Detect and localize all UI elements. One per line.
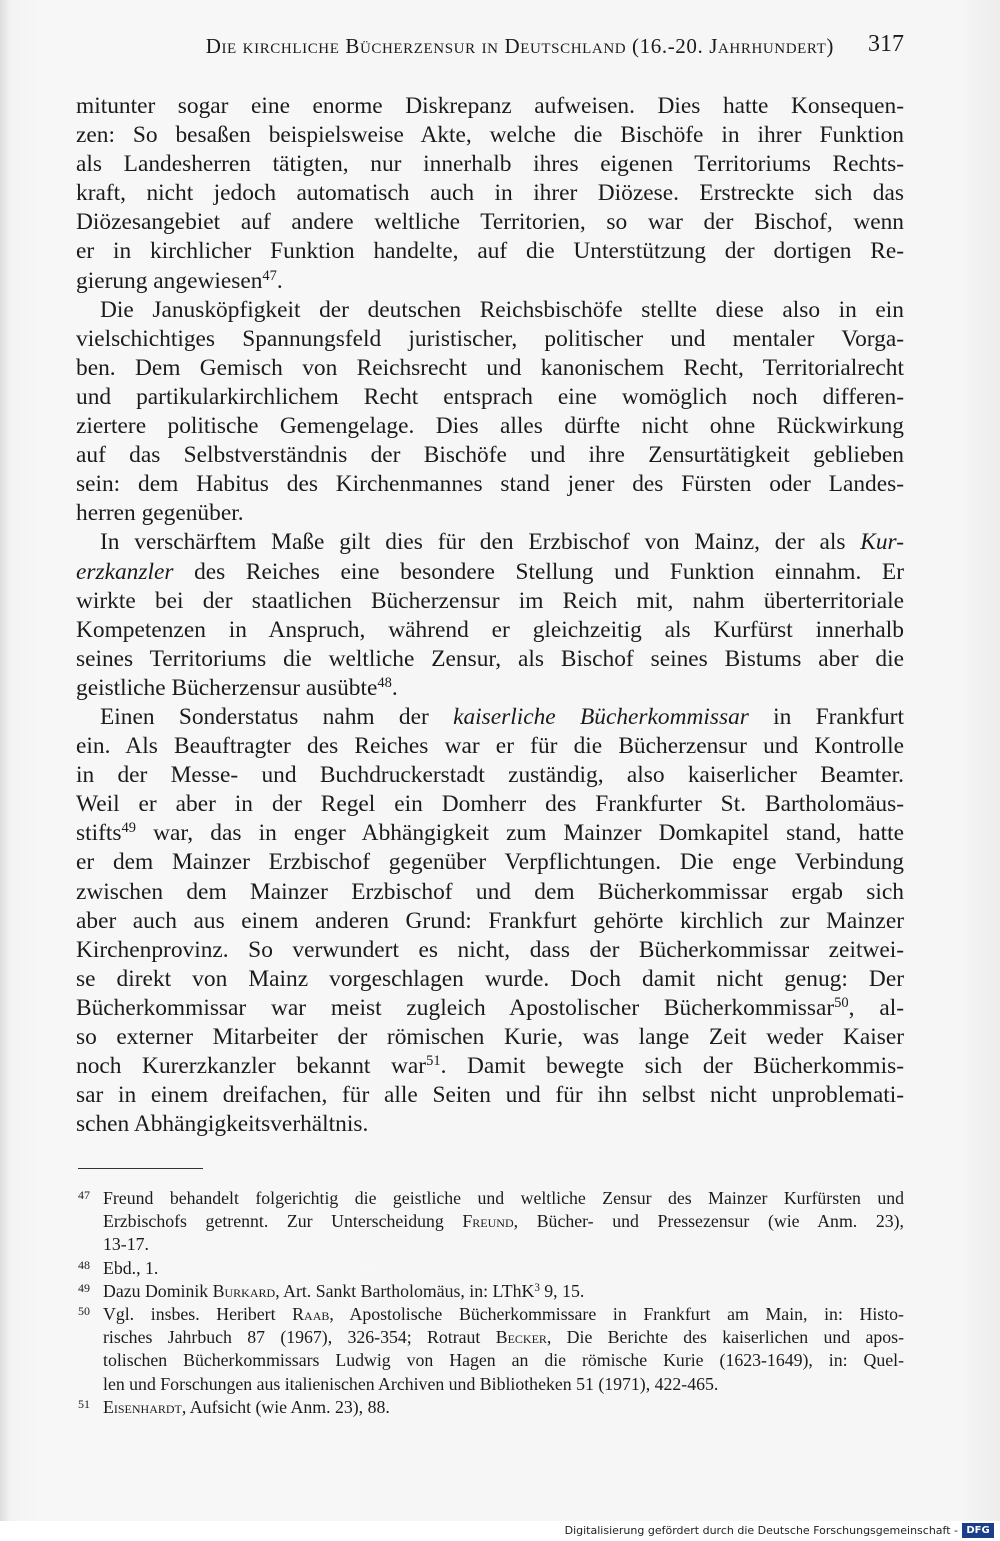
- footnote-number: 48: [78, 1257, 90, 1272]
- text-line: vielschichtiges Spannungsfeld juristischer, politischer und mentaler Vorga-: [76, 325, 904, 352]
- text-line: ben. Dem Gemisch von Reichsrecht und kanonischem Recht, Territorialrecht: [76, 354, 904, 381]
- text-line: Die Janusköpfigkeit der deutschen Reichsbischöfe stellte diese also in ein: [100, 296, 904, 323]
- footnote-ref-51: 51: [426, 1053, 441, 1070]
- text-span: Einen Sonderstatus nahm der: [100, 703, 429, 730]
- text-line: [76, 558, 904, 587]
- text-span: stifts: [76, 820, 122, 847]
- text-span: In verschärftem Maße gilt dies für den Erzbischof von Mainz, der als: [100, 529, 846, 556]
- footnote-ref-48: 48: [377, 674, 392, 691]
- text-span: in Frankfurt: [773, 703, 904, 730]
- dfg-credit-text: Digitalisierung gefördert durch die Deutsche Forschungsgemeinschaft -: [564, 1524, 958, 1537]
- author-name: Freund: [462, 1211, 514, 1232]
- footnote-line: tolischen Bücherkommissars Ludwig von Hagen an die römische Kurie (1623-1649), in: Quel-: [103, 1350, 904, 1371]
- text-span: war, das in enger Abhängigkeit zum Mainzer Domkapitel stand, hatte: [136, 820, 904, 847]
- text-span: Vgl. insbes. Heribert: [103, 1303, 276, 1324]
- text-line: er in kirchlicher Funktion handelte, auf die Unterstützung der dortigen Re-: [76, 238, 904, 265]
- text-span: , Bücher- und Pressezensur (wie Anm. 23),: [513, 1211, 904, 1232]
- text-line: so externer Mitarbeiter der römischen Kurie, was lange Zeit weder Kaiser: [76, 1024, 904, 1050]
- text-line: Kompetenzen in Anspruch, während er gleichzeitig als Kurfürst innerhalb: [76, 616, 904, 643]
- text-span: gierung angewiesen: [76, 267, 263, 294]
- text-line: aber auch aus einem anderen Grund: Frankfurt gehörte kirchlich zur Mainzer: [76, 907, 904, 934]
- text-line: Weil er aber in der Regel ein Domherr des Frankfurter St. Bartholomäus-: [76, 791, 904, 818]
- footnote-51: [76, 1396, 904, 1419]
- text-line: zen: So besaßen beispielsweise Akte, welche die Bischöfe in ihrer Funktion: [76, 122, 904, 149]
- footnote-number: 47: [78, 1188, 90, 1202]
- author-name: Burkard: [212, 1280, 276, 1301]
- text-line: in der Messe- und Buchdruckerstadt zuständig, also kaiserlicher Beamter.: [76, 762, 904, 789]
- page-number: 317: [868, 31, 904, 57]
- footnote-line: [76, 1210, 904, 1233]
- author-name: Raab: [292, 1303, 330, 1324]
- running-head-title: Die kirchliche Bücherzensur in Deutschland (16.-20. Jahrhundert): [205, 34, 834, 58]
- footnote-line: len und Forschungen aus italienischen Archiven und Bibliotheken 51 (1971), 422-465.: [103, 1373, 719, 1394]
- footnote-divider: [78, 1168, 203, 1169]
- text-span: , Apostolische Bücherkommissare in Frankfurt am Main, in: Histo-: [329, 1303, 904, 1324]
- text-line: [76, 819, 904, 848]
- edition-superscript: 3: [534, 1281, 540, 1294]
- text-line: [76, 703, 904, 732]
- author-name: Eisenhardt: [103, 1396, 182, 1417]
- text-line: [76, 267, 904, 296]
- footnotes: [76, 1187, 904, 1419]
- body-text: [76, 92, 904, 1139]
- text-line: sar in einem dreifachen, für alle Seiten und für ihn selbst nicht unproblemati-: [76, 1082, 904, 1109]
- text-span: .: [391, 674, 398, 701]
- text-span: Erzbischofs getrennt. Zur Unterscheidung: [103, 1211, 444, 1232]
- text-line: als Landesherren tätigten, nur innerhalb ihres eigenen Territoriums Rechts-: [76, 151, 904, 178]
- footnote-48: [76, 1257, 904, 1280]
- text-line: ein. Als Beauftragter des Reiches war er für die Bücherzensur und Kontrolle: [76, 733, 904, 760]
- text-span: risches Jahrbuch 87 (1967), 326-354; Rotraut: [103, 1327, 481, 1348]
- italic-term: Kur-: [860, 529, 904, 556]
- text-span: Bücherkommissar war meist zugleich Apostolischer Bücherkommissar: [76, 994, 835, 1021]
- text-span: . Damit bewegte sich der Bücherkommis-: [440, 1053, 904, 1080]
- running-head: [76, 31, 904, 64]
- text-line: sein: dem Habitus des Kirchenmannes stand jener des Fürsten oder Landes-: [76, 471, 904, 498]
- text-span: , Die Berichte des kaiserlichen und apos-: [546, 1327, 904, 1348]
- text-span: noch Kurerzkanzler bekannt war: [76, 1053, 427, 1080]
- text-span: 9, 15.: [539, 1280, 585, 1301]
- footnote-49: [76, 1280, 904, 1303]
- digitization-footer: [0, 1521, 1000, 1541]
- text-line: auf das Selbstverständnis der Bischöfe und ihre Zensurtätigkeit geblieben: [76, 442, 904, 469]
- footnote-ref-49: 49: [121, 820, 136, 837]
- text-span: geistliche Bücherzensur ausübte: [76, 674, 378, 701]
- text-line: er dem Mainzer Erzbischof gegenüber Verpflichtungen. Die enge Verbindung: [76, 849, 904, 876]
- text-span: Dazu Dominik: [103, 1280, 209, 1301]
- footnote-number: 49: [78, 1280, 90, 1295]
- text-span: , al-: [848, 994, 904, 1021]
- text-span: Ebd., 1.: [103, 1257, 159, 1278]
- text-line: [76, 1052, 904, 1081]
- italic-term: erzkanzler: [76, 558, 174, 585]
- text-span: des Reiches eine besondere Stellung und Funktion einnahm. Er: [194, 558, 904, 585]
- text-line: seines Territoriums die weltliche Zensur, als Bischof seines Bistums aber die: [76, 645, 904, 672]
- text-span: , Aufsicht (wie Anm. 23), 88.: [181, 1396, 390, 1417]
- text-line: wirkte bei der staatlichen Bücherzensur im Reich mit, nahm überterritoriale: [76, 587, 904, 614]
- text-line: [76, 674, 904, 703]
- text-line: ziertere politische Gemengelage. Dies alles dürfte nicht ohne Rückwirkung: [76, 413, 904, 440]
- text-line: herren gegenüber.: [76, 500, 244, 527]
- text-line: und partikularkirchlichem Recht entsprach eine womöglich noch differen-: [76, 383, 904, 410]
- footnote-ref-50: 50: [834, 994, 849, 1011]
- footnote-number: 50: [78, 1303, 90, 1318]
- footnote-47: [76, 1187, 904, 1210]
- text-line: se direkt von Mainz vorgeschlagen wurde. Doch damit nicht genug: Der: [76, 965, 904, 992]
- text-span: Freund behandelt folgerichtig die geistliche und weltliche Zensur des Mainzer Kurfürsten und: [103, 1188, 904, 1208]
- italic-term: kaiserliche Bücherkommissar: [453, 703, 749, 730]
- text-line: Diözesangebiet auf andere weltliche Territorien, so war der Bischof, wenn: [76, 209, 904, 236]
- text-line: kraft, nicht jedoch automatisch auch in ihrer Diözese. Erstreckte sich das: [76, 180, 904, 207]
- footnote-number: 51: [78, 1396, 90, 1411]
- text-span: .: [276, 267, 283, 294]
- footnote-line: [76, 1326, 904, 1349]
- dfg-logo: DFG: [962, 1523, 994, 1538]
- text-line: Kirchenprovinz. So verwundert es nicht, dass der Bücherkommissar zeitwei-: [76, 936, 904, 963]
- footnote-ref-47: 47: [262, 267, 277, 284]
- text-line: schen Abhängigkeitsverhältnis.: [76, 1111, 369, 1138]
- footnote-line: 13-17.: [103, 1234, 149, 1255]
- text-line: [76, 994, 904, 1023]
- author-name: Becker: [495, 1327, 547, 1348]
- text-span: , Art. Sankt Bartholomäus, in: LThK: [275, 1280, 535, 1301]
- footnote-50: [76, 1303, 904, 1326]
- text-line: [76, 528, 904, 557]
- text-line: mitunter sogar eine enorme Diskrepanz aufweisen. Dies hatte Konsequen-: [76, 93, 904, 119]
- text-line: zwischen dem Mainzer Erzbischof und dem Bücherkommissar ergab sich: [76, 878, 904, 905]
